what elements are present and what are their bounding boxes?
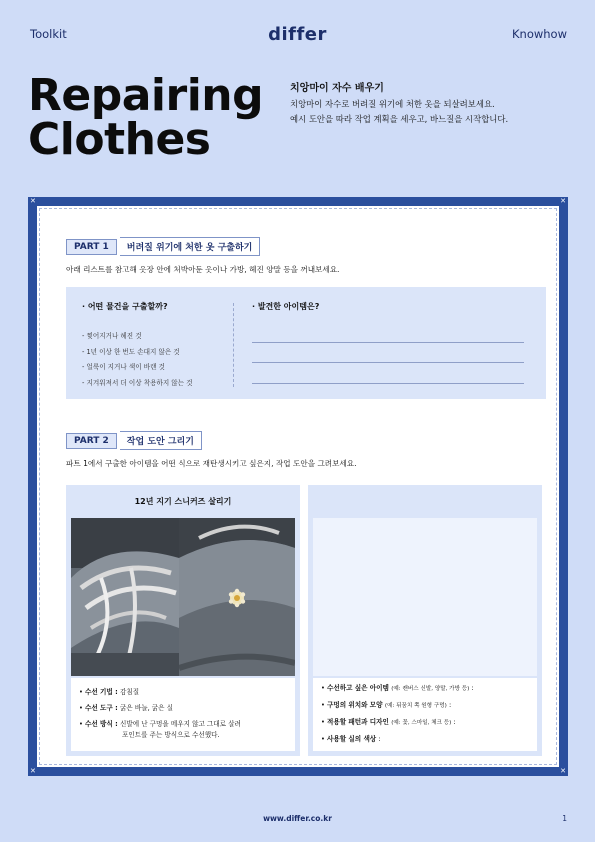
part1-description: 아래 리스트를 참고해 옷장 안에 처박아둔 옷이나 가방, 헤진 양말 등을 꺼내보세요.: [66, 265, 340, 274]
note-label: 수선 기법 :: [85, 688, 121, 696]
intro-block: [290, 81, 508, 127]
list-item: • 적용할 패턴과 디자인 (예: 꽃, 스마일, 체크 등) :: [321, 718, 456, 726]
part2-title: 작업 도안 그리기: [120, 431, 202, 450]
header-knowhow: Knowhow: [511, 27, 567, 41]
list-item: • 수선하고 싶은 아이템 (예: 캔버스 신발, 양말, 가방 등) :: [321, 684, 474, 692]
worksheet-inner: [37, 206, 559, 767]
list-item: - 얼룩이 지거나 색이 바랜 것: [82, 363, 165, 372]
list-item: • 수선 방식 : 신발에 난 구멍을 메우지 않고 그대로 살려 포인트를 주는 방식으로 수선했다.: [79, 720, 241, 739]
rescue-question: · 어떤 물건을 구출할까?: [82, 302, 168, 311]
title-line-1: Repairing: [28, 70, 264, 121]
differ-logo: differ: [268, 24, 327, 45]
intro-line-1: 치앙마이 자수로 버려질 위기에 처한 옷을 되살려보세요.: [290, 99, 495, 109]
part2-number: PART 2: [66, 433, 117, 449]
plan-notes: [313, 678, 537, 751]
example-notes: [71, 678, 295, 751]
flower-patch-image: [179, 518, 295, 676]
note-hint: (예: 뒤꿈치 쪽 원형 구멍): [384, 703, 447, 709]
note-label: 수선하고 싶은 아이템: [327, 684, 392, 692]
note-label: 수선 방식 :: [85, 720, 121, 728]
page-title: [28, 70, 264, 165]
answer-line[interactable]: [252, 383, 524, 384]
note-suffix: :: [451, 718, 456, 726]
note-hint: (예: 캔버스 신발, 양말, 가방 등): [391, 686, 470, 692]
title-line-2: Clothes: [28, 114, 211, 165]
page-number: 1: [562, 814, 567, 823]
example-card: [66, 485, 300, 756]
corner-mark-icon: ✕: [560, 197, 566, 205]
list-item: - 찢어지거나 헤진 것: [82, 332, 142, 340]
part1-title: 버려질 위기에 처한 옷 구출하기: [120, 237, 261, 256]
list-item: • 구멍의 위치와 모양 (예: 뒤꿈치 쪽 원형 구멍) :: [321, 701, 452, 709]
list-item: • 사용할 실의 색상 :: [321, 735, 381, 743]
rescue-criteria-list: [82, 329, 193, 391]
note-continuation: 포인트를 주는 방식으로 수선했다.: [122, 731, 220, 739]
intro-heading: 치앙마이 자수 배우기: [290, 83, 384, 94]
sneaker-image: [71, 518, 179, 676]
part2-label: [66, 431, 202, 450]
sneaker-photo-left: [71, 518, 179, 676]
part1-box: [66, 287, 546, 399]
example-title: 12년 지기 스니커즈 살리기: [134, 497, 232, 506]
found-item-question: · 발견한 아이템은?: [252, 302, 320, 311]
note-suffix: :: [446, 701, 452, 709]
note-label: 사용할 실의 색상: [327, 735, 379, 743]
note-value: 신발에 난 구멍을 메우지 않고 그대로 살려: [120, 720, 241, 728]
note-label: 구멍의 위치와 모양: [327, 701, 385, 709]
footer-url[interactable]: www.differ.co.kr: [263, 814, 332, 823]
part1-number: PART 1: [66, 239, 117, 255]
drawing-area[interactable]: [313, 518, 537, 676]
list-item: - 지겨워져서 더 이상 착용하지 않는 것: [82, 378, 193, 387]
note-value: 굵은 바늘, 굵은 실: [120, 704, 173, 712]
part2-description: 파트 1에서 구출한 아이템을 어떤 식으로 재탄생시키고 싶은지, 작업 도안을 그려보세요.: [66, 459, 357, 468]
note-label: 적용할 패턴과 디자인: [327, 718, 392, 726]
answer-line[interactable]: [252, 362, 524, 363]
dashed-divider: [233, 303, 234, 387]
note-suffix: :: [378, 735, 381, 743]
answer-line[interactable]: [252, 342, 524, 343]
corner-mark-icon: ✕: [30, 767, 36, 775]
note-value: 감침질: [120, 688, 140, 696]
list-item: • 수선 도구 : 굵은 바늘, 굵은 실: [79, 704, 173, 712]
plan-card: [308, 485, 542, 756]
list-item: - 1년 이상 한 번도 손대지 않은 것: [82, 347, 180, 356]
worksheet-frame: [28, 197, 568, 776]
corner-mark-icon: ✕: [560, 767, 566, 775]
note-hint: (예: 꽃, 스마일, 체크 등): [391, 720, 452, 726]
header-toolkit: Toolkit: [30, 27, 67, 41]
note-label: 수선 도구 :: [85, 704, 121, 712]
note-suffix: :: [469, 684, 474, 692]
intro-line-2: 예시 도안을 따라 작업 계획을 세우고, 바느질을 시작합니다.: [290, 114, 509, 124]
list-item: • 수선 기법 : 감침질: [79, 688, 140, 696]
sneaker-photo-right: [179, 518, 295, 676]
part1-label: [66, 237, 260, 256]
corner-mark-icon: ✕: [30, 197, 36, 205]
